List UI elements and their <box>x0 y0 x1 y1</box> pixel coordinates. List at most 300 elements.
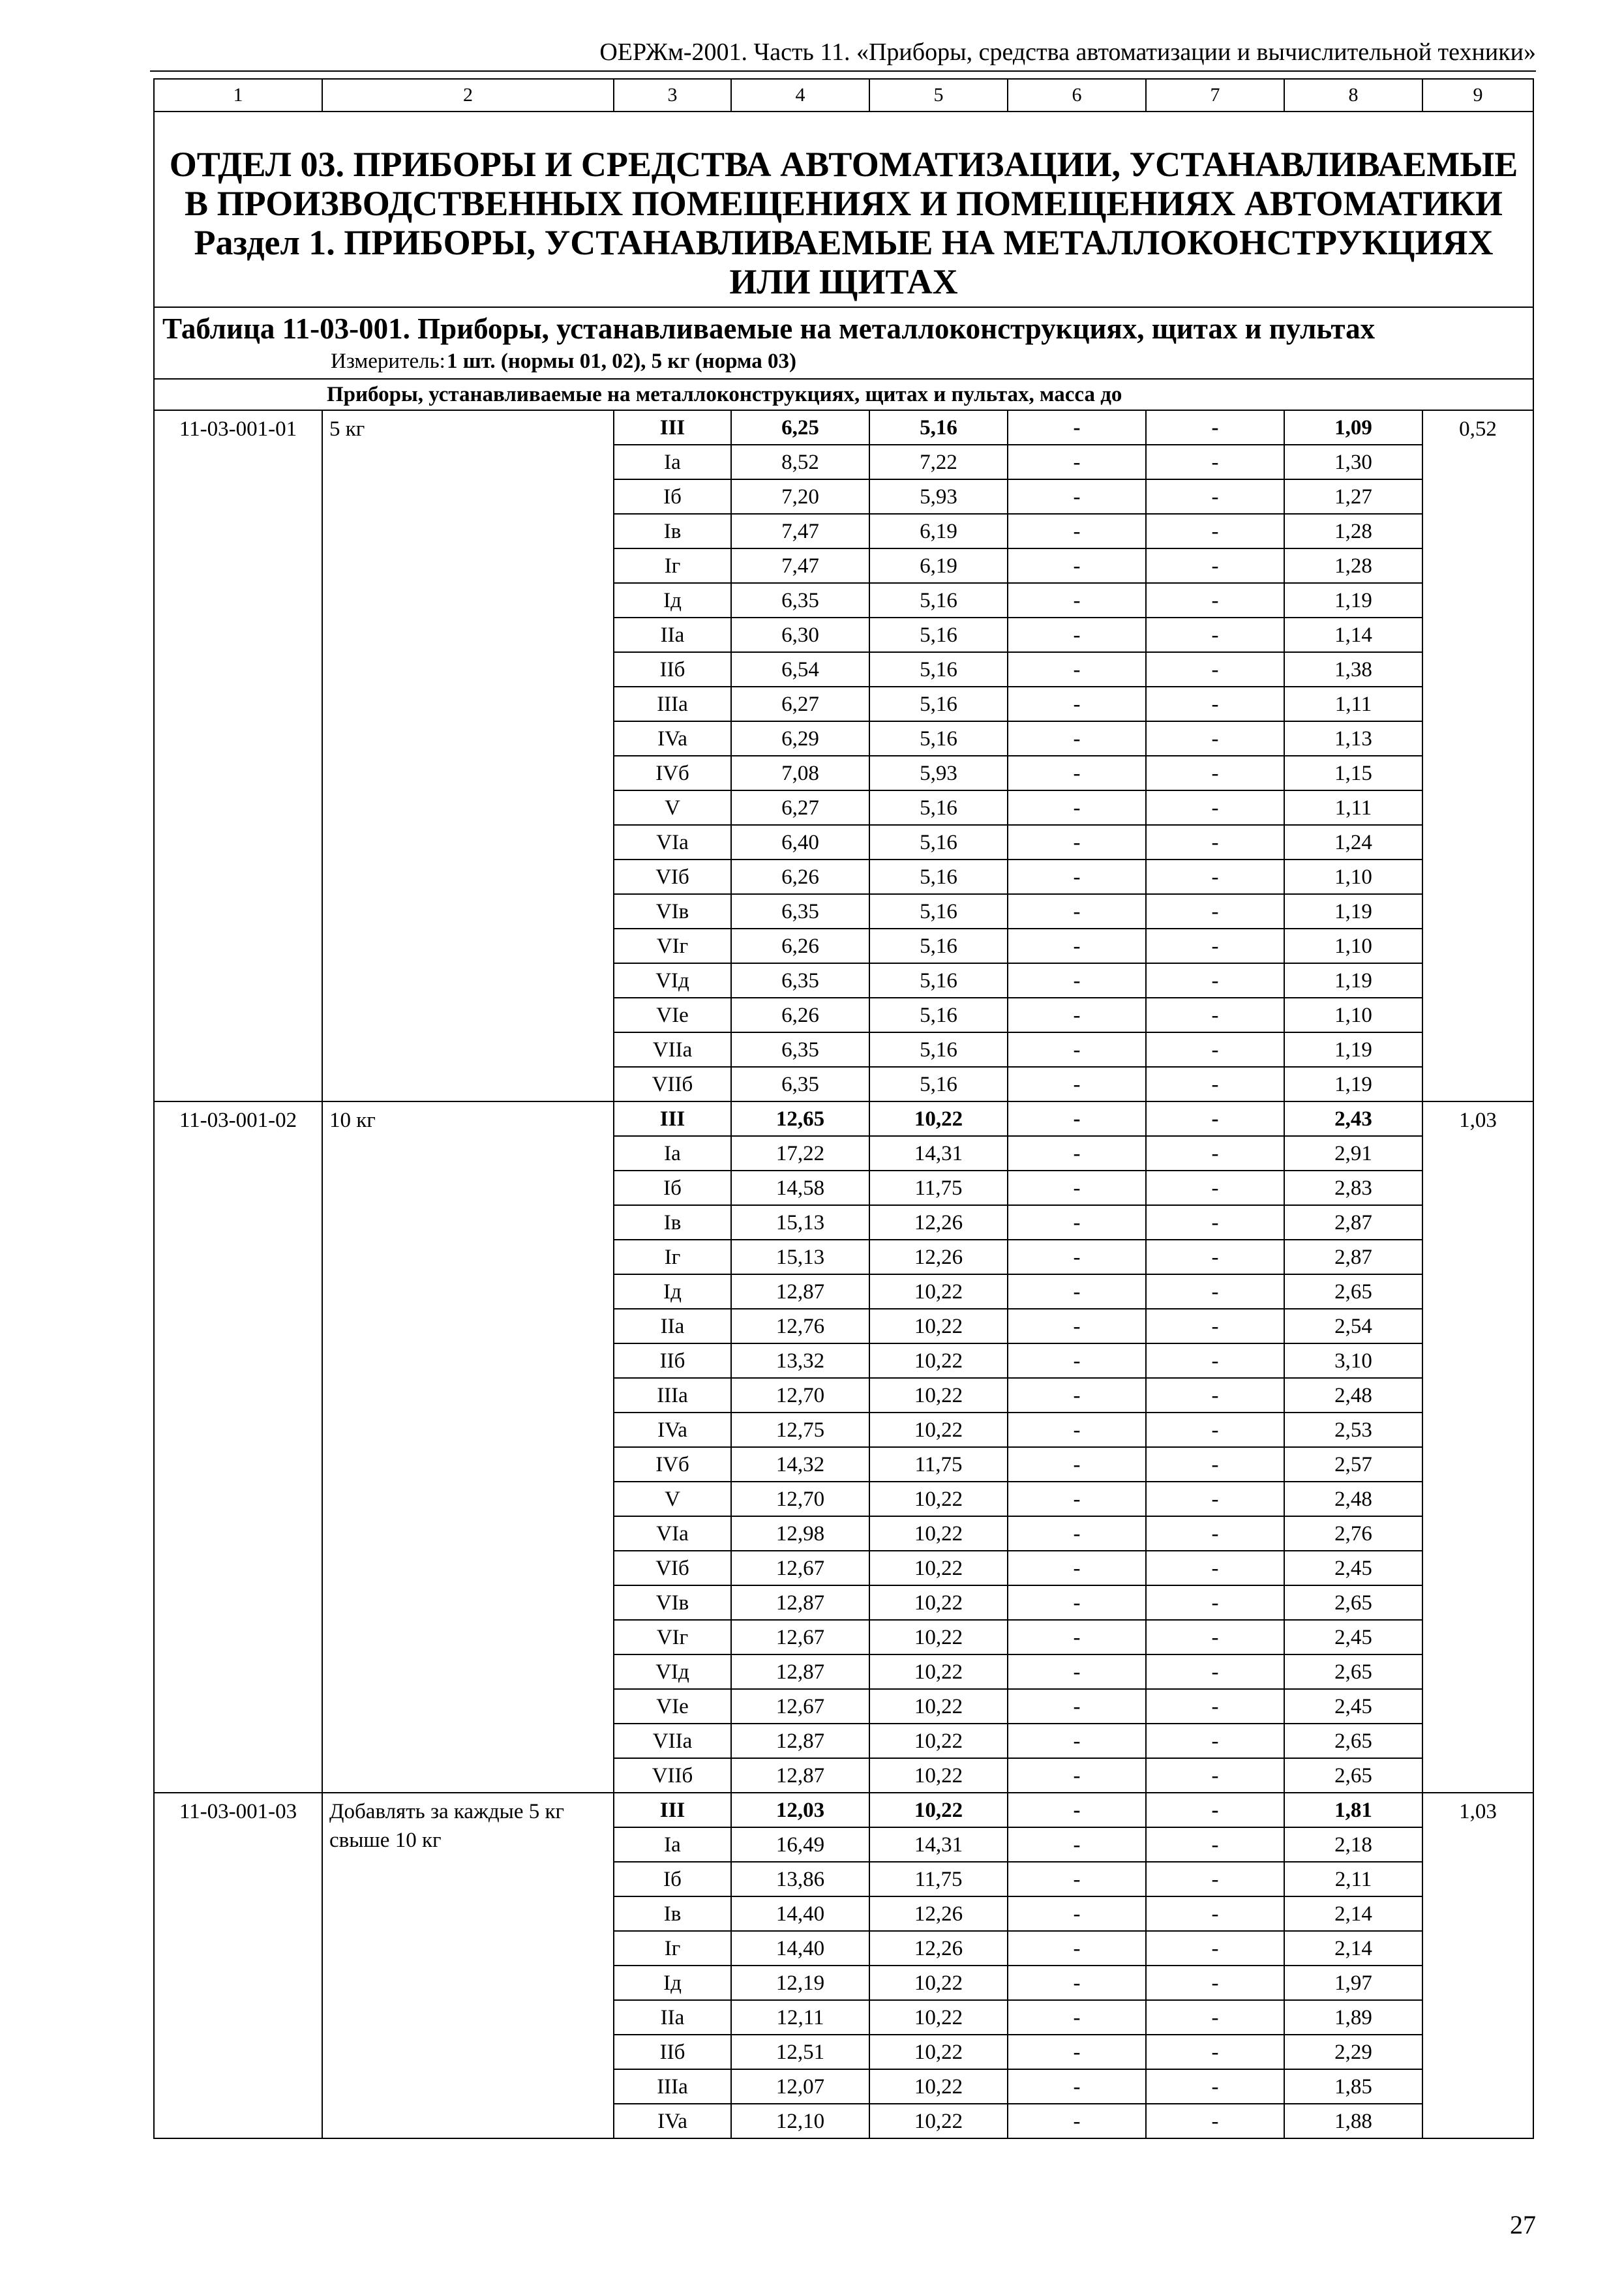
norm-value: 1,85 <box>1284 2069 1422 2104</box>
norm-value: 1,10 <box>1284 929 1422 963</box>
norm-value: - <box>1008 2000 1146 2035</box>
norm-value: 2,76 <box>1284 1516 1422 1551</box>
norm-value: - <box>1008 687 1146 721</box>
norm-value: 7,20 <box>731 479 869 514</box>
region-code: Iд <box>614 583 731 618</box>
subheader: Приборы, устанавливаемые на металлоконструкциях, щитах и пультах, масса до <box>154 379 1533 410</box>
norm-value: 5,16 <box>869 583 1008 618</box>
norm-value: - <box>1146 618 1284 652</box>
norm-value: - <box>1008 1758 1146 1793</box>
norm-value: - <box>1008 1516 1146 1551</box>
norm-value: - <box>1008 1032 1146 1067</box>
region-code: III <box>614 1101 731 1136</box>
norms-sheet <box>153 78 1533 2139</box>
norm-value: - <box>1146 583 1284 618</box>
norm-value: 10,22 <box>869 1585 1008 1620</box>
norm-value: 1,88 <box>1284 2104 1422 2138</box>
region-code: Iб <box>614 1171 731 1205</box>
norm-value: 14,32 <box>731 1447 869 1482</box>
norm-value: - <box>1146 963 1284 998</box>
norm-value: 7,08 <box>731 756 869 790</box>
norm-column-9: 1,03 <box>1422 1793 1533 2138</box>
norm-value: - <box>1146 1067 1284 1101</box>
norm-value: 6,26 <box>731 998 869 1032</box>
norm-value: - <box>1008 1343 1146 1378</box>
region-code: Iб <box>614 1862 731 1896</box>
norm-value: - <box>1146 1274 1284 1309</box>
norm-value: 10,22 <box>869 1966 1008 2000</box>
norm-value: 10,22 <box>869 1551 1008 1585</box>
norm-value: - <box>1146 1447 1284 1482</box>
norm-value: 11,75 <box>869 1171 1008 1205</box>
section-title: Раздел 1. ПРИБОРЫ, УСТАНАВЛИВАЕМЫЕ НА МЕТАЛЛОКОНСТРУКЦИЯХ ИЛИ ЩИТАХ <box>194 223 1494 301</box>
region-code: VIa <box>614 1516 731 1551</box>
region-code: IIa <box>614 2000 731 2035</box>
norm-value: - <box>1146 479 1284 514</box>
norm-value: - <box>1008 479 1146 514</box>
norm-value: 12,70 <box>731 1482 869 1516</box>
norm-value: 5,16 <box>869 860 1008 894</box>
norm-value: 1,27 <box>1284 479 1422 514</box>
norm-value: 12,70 <box>731 1378 869 1413</box>
norm-value: 6,40 <box>731 825 869 860</box>
norm-value: 7,22 <box>869 445 1008 479</box>
norm-value: 2,48 <box>1284 1482 1422 1516</box>
norm-value: 5,16 <box>869 410 1008 445</box>
norm-value: 6,35 <box>731 1032 869 1067</box>
norm-value: - <box>1008 790 1146 825</box>
norm-value: 2,65 <box>1284 1585 1422 1620</box>
norm-value: 14,31 <box>869 1827 1008 1862</box>
norm-value: 5,16 <box>869 687 1008 721</box>
table-heading-row <box>154 307 1533 379</box>
norm-value: 10,22 <box>869 1482 1008 1516</box>
norm-value: 12,67 <box>731 1620 869 1654</box>
norm-code: 11-03-001-01 <box>154 410 322 1101</box>
region-code: IIб <box>614 2035 731 2069</box>
norm-value: 8,52 <box>731 445 869 479</box>
norm-value: - <box>1008 963 1146 998</box>
norm-value: 6,35 <box>731 963 869 998</box>
norm-value: 12,51 <box>731 2035 869 2069</box>
norm-value: 5,16 <box>869 963 1008 998</box>
norm-value: - <box>1008 618 1146 652</box>
norm-value: 2,48 <box>1284 1378 1422 1413</box>
norm-value: - <box>1146 1896 1284 1931</box>
norm-value: - <box>1146 1793 1284 1827</box>
norm-value: 1,15 <box>1284 756 1422 790</box>
norm-value: - <box>1008 583 1146 618</box>
norm-value: - <box>1146 1032 1284 1067</box>
norm-value: - <box>1008 825 1146 860</box>
norm-value: 2,14 <box>1284 1931 1422 1966</box>
norm-value: - <box>1146 1724 1284 1758</box>
region-code: VIIб <box>614 1758 731 1793</box>
norm-value: - <box>1146 1585 1284 1620</box>
region-code: Iд <box>614 1966 731 2000</box>
norm-value: 10,22 <box>869 1724 1008 1758</box>
region-code: III <box>614 410 731 445</box>
norm-value: - <box>1008 1966 1146 2000</box>
norm-value: 5,16 <box>869 721 1008 756</box>
norm-value: 6,54 <box>731 652 869 687</box>
table-row <box>154 1101 1533 1136</box>
norm-value: 1,19 <box>1284 1032 1422 1067</box>
norm-value: - <box>1146 2104 1284 2138</box>
region-code: VIa <box>614 825 731 860</box>
norm-value: 2,65 <box>1284 1724 1422 1758</box>
norm-value: 2,65 <box>1284 1654 1422 1689</box>
region-code: Ia <box>614 1136 731 1171</box>
titles-cell <box>154 112 1533 307</box>
norm-value: 10,22 <box>869 1793 1008 1827</box>
titles-row <box>154 112 1533 307</box>
norm-name: Добавлять за каждые 5 кг свыше 10 кг <box>322 1793 614 2138</box>
norm-value: 1,11 <box>1284 790 1422 825</box>
norm-value: - <box>1008 1551 1146 1585</box>
norm-value: 12,11 <box>731 2000 869 2035</box>
norm-value: - <box>1008 652 1146 687</box>
region-code: IIa <box>614 618 731 652</box>
subheader-row <box>154 379 1533 410</box>
norm-value: 3,10 <box>1284 1343 1422 1378</box>
norm-value: - <box>1146 1654 1284 1689</box>
norm-value: - <box>1008 1585 1146 1620</box>
norm-value: - <box>1008 1620 1146 1654</box>
norm-value: - <box>1008 1896 1146 1931</box>
norm-value: 6,25 <box>731 410 869 445</box>
norm-value: 2,83 <box>1284 1171 1422 1205</box>
region-code: IIIa <box>614 687 731 721</box>
norm-value: 1,19 <box>1284 1067 1422 1101</box>
norm-value: 5,16 <box>869 652 1008 687</box>
norm-value: 10,22 <box>869 2035 1008 2069</box>
norm-column-9: 1,03 <box>1422 1101 1533 1793</box>
norm-value: - <box>1146 687 1284 721</box>
norm-value: 1,19 <box>1284 894 1422 929</box>
norm-value: - <box>1146 2000 1284 2035</box>
norm-value: 1,10 <box>1284 998 1422 1032</box>
norm-value: 1,89 <box>1284 2000 1422 2035</box>
norm-value: - <box>1008 998 1146 1032</box>
norm-value: - <box>1146 1482 1284 1516</box>
region-code: Iг <box>614 548 731 583</box>
norm-value: 5,16 <box>869 790 1008 825</box>
norm-value: 7,47 <box>731 548 869 583</box>
norm-value: 12,26 <box>869 1240 1008 1274</box>
region-code: VIIa <box>614 1724 731 1758</box>
norm-value: 6,27 <box>731 687 869 721</box>
norm-value: 1,28 <box>1284 548 1422 583</box>
norm-value: 1,19 <box>1284 583 1422 618</box>
region-code: IVa <box>614 2104 731 2138</box>
norm-value: 12,76 <box>731 1309 869 1343</box>
norm-value: - <box>1008 860 1146 894</box>
norm-value: - <box>1146 548 1284 583</box>
norm-value: 10,22 <box>869 1689 1008 1724</box>
region-code: Iг <box>614 1240 731 1274</box>
region-code: VIг <box>614 1620 731 1654</box>
norm-value: 5,16 <box>869 894 1008 929</box>
region-code: IIIa <box>614 1378 731 1413</box>
norm-value: 2,11 <box>1284 1862 1422 1896</box>
norm-value: 10,22 <box>869 1654 1008 1689</box>
norm-value: - <box>1146 514 1284 548</box>
norm-value: - <box>1008 1205 1146 1240</box>
norm-value: 10,22 <box>869 1274 1008 1309</box>
norm-value: - <box>1146 2069 1284 2104</box>
norm-value: 12,87 <box>731 1274 869 1309</box>
norm-value: 1,19 <box>1284 963 1422 998</box>
norm-value: - <box>1008 1447 1146 1482</box>
norm-value: 1,97 <box>1284 1966 1422 2000</box>
norm-value: - <box>1008 1101 1146 1136</box>
norm-value: 6,19 <box>869 548 1008 583</box>
region-code: Ia <box>614 445 731 479</box>
norm-value: - <box>1146 1343 1284 1378</box>
norm-column-9: 0,52 <box>1422 410 1533 1101</box>
norm-value: - <box>1008 1827 1146 1862</box>
region-code: IVa <box>614 721 731 756</box>
norm-value: - <box>1146 1827 1284 1862</box>
norm-value: - <box>1146 1240 1284 1274</box>
norm-value: - <box>1008 1724 1146 1758</box>
norm-value: - <box>1008 1793 1146 1827</box>
region-code: VIIa <box>614 1032 731 1067</box>
norm-value: 12,19 <box>731 1966 869 2000</box>
norm-value: - <box>1146 1931 1284 1966</box>
norm-value: 11,75 <box>869 1862 1008 1896</box>
region-code: V <box>614 790 731 825</box>
norm-value: 12,65 <box>731 1101 869 1136</box>
column-number-row <box>154 79 1533 112</box>
region-code: IIIa <box>614 2069 731 2104</box>
norm-value: 5,93 <box>869 479 1008 514</box>
region-code: VIд <box>614 963 731 998</box>
column-number: 2 <box>322 79 614 112</box>
measure-value: 1 шт. (нормы 01, 02), 5 кг (норма 03) <box>447 350 797 373</box>
norm-value: 2,54 <box>1284 1309 1422 1343</box>
norm-value: - <box>1146 2035 1284 2069</box>
region-code: IIб <box>614 652 731 687</box>
norm-value: 10,22 <box>869 1343 1008 1378</box>
norm-value: 2,29 <box>1284 2035 1422 2069</box>
norm-value: - <box>1008 1931 1146 1966</box>
region-code: IIa <box>614 1309 731 1343</box>
column-number: 6 <box>1008 79 1146 112</box>
norm-value: - <box>1146 652 1284 687</box>
norm-value: 10,22 <box>869 2104 1008 2138</box>
norm-value: 7,47 <box>731 514 869 548</box>
norm-value: 1,11 <box>1284 687 1422 721</box>
norm-value: 6,27 <box>731 790 869 825</box>
norm-value: - <box>1146 1862 1284 1896</box>
norm-value: - <box>1008 410 1146 445</box>
norm-value: 1,13 <box>1284 721 1422 756</box>
column-number: 8 <box>1284 79 1422 112</box>
norm-value: 6,29 <box>731 721 869 756</box>
region-code: VIд <box>614 1654 731 1689</box>
norm-value: 17,22 <box>731 1136 869 1171</box>
norm-value: - <box>1146 756 1284 790</box>
norm-value: 1,14 <box>1284 618 1422 652</box>
norm-value: 10,22 <box>869 2069 1008 2104</box>
norm-value: 2,87 <box>1284 1205 1422 1240</box>
header-rule <box>150 70 1536 72</box>
norm-value: - <box>1008 1171 1146 1205</box>
column-number: 7 <box>1146 79 1284 112</box>
column-number: 3 <box>614 79 731 112</box>
norm-value: - <box>1146 790 1284 825</box>
norm-value: - <box>1008 1274 1146 1309</box>
norm-value: 14,31 <box>869 1136 1008 1171</box>
table-row <box>154 410 1533 445</box>
region-code: Iд <box>614 1274 731 1309</box>
norm-value: 1,38 <box>1284 652 1422 687</box>
norm-value: - <box>1008 1067 1146 1101</box>
department-title: ОТДЕЛ 03. ПРИБОРЫ И СРЕДСТВА АВТОМАТИЗАЦИИ, УСТАНАВЛИВАЕМЫЕ В ПРОИЗВОДСТВЕННЫХ ПОМЕЩЕНИЯХ И ПОМЕЩЕНИЯХ АВТОМАТИКИ <box>169 145 1518 223</box>
norm-value: 1,24 <box>1284 825 1422 860</box>
norm-value: - <box>1146 1758 1284 1793</box>
norm-value: 14,58 <box>731 1171 869 1205</box>
norm-value: 2,45 <box>1284 1620 1422 1654</box>
norm-value: 12,98 <box>731 1516 869 1551</box>
region-code: VIe <box>614 1689 731 1724</box>
norm-value: - <box>1146 1413 1284 1447</box>
norm-value: 2,43 <box>1284 1101 1422 1136</box>
norm-value: 12,26 <box>869 1931 1008 1966</box>
norm-value: - <box>1008 1689 1146 1724</box>
norm-value: - <box>1146 445 1284 479</box>
norm-value: - <box>1008 756 1146 790</box>
measure-label: Измеритель: <box>331 350 445 373</box>
region-code: VIв <box>614 1585 731 1620</box>
norm-value: 6,30 <box>731 618 869 652</box>
norm-value: - <box>1146 1205 1284 1240</box>
norm-value: 12,87 <box>731 1724 869 1758</box>
norm-value: 10,22 <box>869 1620 1008 1654</box>
column-number: 9 <box>1422 79 1533 112</box>
column-number: 5 <box>869 79 1008 112</box>
norm-value: 14,40 <box>731 1896 869 1931</box>
region-code: VIв <box>614 894 731 929</box>
norm-value: - <box>1008 1240 1146 1274</box>
norm-value: 1,10 <box>1284 860 1422 894</box>
norm-value: - <box>1008 514 1146 548</box>
norm-value: - <box>1146 825 1284 860</box>
norm-value: 1,09 <box>1284 410 1422 445</box>
norm-value: 12,67 <box>731 1551 869 1585</box>
running-header: ОЕРЖм-2001. Часть 11. «Приборы, средства автоматизации и вычислительной техники» <box>599 38 1536 66</box>
norm-name: 5 кг <box>322 410 614 1101</box>
region-code: IVa <box>614 1413 731 1447</box>
norm-value: 2,45 <box>1284 1551 1422 1585</box>
region-code: VIe <box>614 998 731 1032</box>
norm-value: 12,10 <box>731 2104 869 2138</box>
norms-table <box>153 78 1534 2139</box>
norm-value: 12,26 <box>869 1205 1008 1240</box>
norm-value: 13,86 <box>731 1862 869 1896</box>
norm-value: - <box>1008 1482 1146 1516</box>
norm-value: - <box>1008 1862 1146 1896</box>
column-number: 1 <box>154 79 322 112</box>
norm-value: - <box>1146 1689 1284 1724</box>
norm-value: - <box>1008 548 1146 583</box>
norm-value: 15,13 <box>731 1240 869 1274</box>
norm-value: - <box>1146 1136 1284 1171</box>
norm-value: 1,28 <box>1284 514 1422 548</box>
region-code: VIб <box>614 860 731 894</box>
region-code: VIIб <box>614 1067 731 1101</box>
region-code: Iг <box>614 1931 731 1966</box>
norm-value: - <box>1146 1516 1284 1551</box>
norm-value: 2,91 <box>1284 1136 1422 1171</box>
region-code: III <box>614 1793 731 1827</box>
norm-name: 10 кг <box>322 1101 614 1793</box>
norm-value: - <box>1146 1966 1284 2000</box>
norm-value: 1,30 <box>1284 445 1422 479</box>
region-code: VIг <box>614 929 731 963</box>
norm-value: 5,16 <box>869 929 1008 963</box>
norm-value: - <box>1146 721 1284 756</box>
norm-value: 12,75 <box>731 1413 869 1447</box>
norm-value: 12,03 <box>731 1793 869 1827</box>
norm-value: - <box>1146 1101 1284 1136</box>
norm-value: 12,87 <box>731 1758 869 1793</box>
norm-value: 14,40 <box>731 1931 869 1966</box>
norm-value: - <box>1146 1309 1284 1343</box>
norm-value: - <box>1146 1378 1284 1413</box>
norm-value: - <box>1008 2035 1146 2069</box>
norm-value: 5,16 <box>869 998 1008 1032</box>
norm-value: - <box>1008 1136 1146 1171</box>
region-code: IIб <box>614 1343 731 1378</box>
norm-value: 2,53 <box>1284 1413 1422 1447</box>
norm-value: 12,87 <box>731 1654 869 1689</box>
region-code: Iб <box>614 479 731 514</box>
page-number: 27 <box>1510 2210 1536 2239</box>
norm-value: 6,35 <box>731 1067 869 1101</box>
region-code: IVб <box>614 756 731 790</box>
norm-value: - <box>1146 929 1284 963</box>
norm-value: - <box>1008 894 1146 929</box>
norm-value: 15,13 <box>731 1205 869 1240</box>
region-code: Ia <box>614 1827 731 1862</box>
region-code: VIб <box>614 1551 731 1585</box>
norm-value: - <box>1146 410 1284 445</box>
norm-value: - <box>1008 1309 1146 1343</box>
norm-value: 2,65 <box>1284 1274 1422 1309</box>
norm-value: - <box>1146 1551 1284 1585</box>
region-code: Iв <box>614 1205 731 1240</box>
norm-value: 12,87 <box>731 1585 869 1620</box>
norm-value: 12,67 <box>731 1689 869 1724</box>
norm-value: 6,35 <box>731 583 869 618</box>
norm-value: - <box>1146 894 1284 929</box>
table-heading-cell <box>154 307 1533 379</box>
norm-value: 10,22 <box>869 1413 1008 1447</box>
norm-value: 2,65 <box>1284 1758 1422 1793</box>
norm-value: 2,45 <box>1284 1689 1422 1724</box>
column-number: 4 <box>731 79 869 112</box>
norm-value: 2,14 <box>1284 1896 1422 1931</box>
norm-value: 13,32 <box>731 1343 869 1378</box>
region-code: Iв <box>614 514 731 548</box>
norm-value: - <box>1008 1413 1146 1447</box>
norm-value: 12,26 <box>869 1896 1008 1931</box>
norm-value: 2,18 <box>1284 1827 1422 1862</box>
norm-code: 11-03-001-03 <box>154 1793 322 2138</box>
